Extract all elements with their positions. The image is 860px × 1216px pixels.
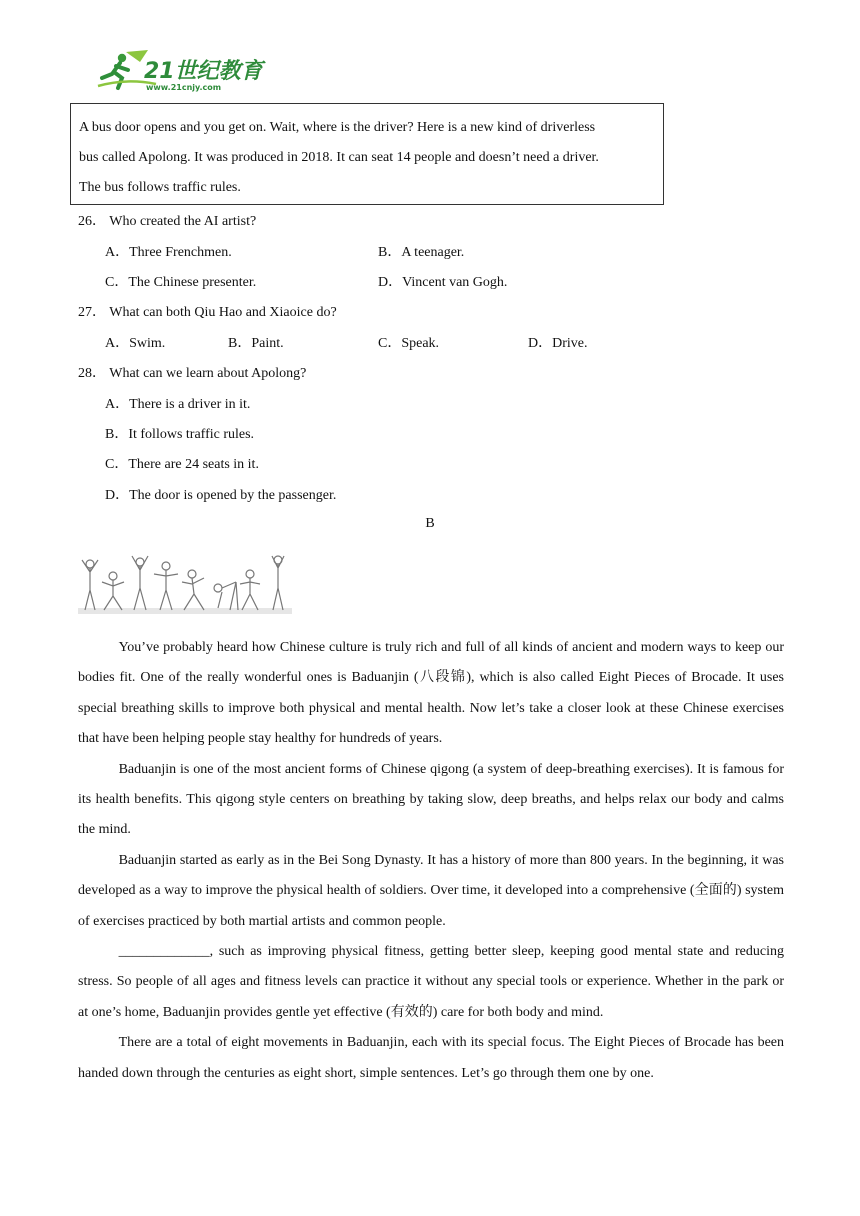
svg-text:www.21cnjy.com: www.21cnjy.com bbox=[146, 83, 222, 92]
svg-text:21世纪教育: 21世纪教育 bbox=[144, 59, 263, 84]
q26-option-a[interactable]: A．Three Frenchmen. bbox=[105, 245, 232, 260]
q28-option-d[interactable]: D．The door is opened by the passenger. bbox=[105, 488, 337, 503]
paragraph: _____________, such as improving physical fitness, getting better sleep, keeping good mental state and reducing stress. So people of all ages and fitness levels can practice it without any special tools or experience. Whether in the park or at one’s home, Baduanjin provides gentle yet effective (有效的) care for both body and mind. bbox=[78, 944, 784, 1020]
question-26: 26． Who created the AI artist? bbox=[78, 214, 257, 229]
baduanjin-illustration bbox=[78, 552, 292, 622]
paragraph: There are a total of eight movements in Baduanjin, each with its special focus. The Eight Pieces of Brocade has been handed down through the centuries as eight short, simple sentences. Let’s go through them one by one. bbox=[78, 1035, 784, 1081]
exercise-figures-icon bbox=[78, 552, 292, 622]
q28-option-c[interactable]: C．There are 24 seats in it. bbox=[105, 457, 259, 472]
q26-option-c[interactable]: C．The Chinese presenter. bbox=[105, 275, 257, 290]
box-line: bus called Apolong. It was produced in 2018. It can seat 14 people and doesn’t need a driver. bbox=[79, 150, 599, 165]
paragraph: Baduanjin started as early as in the Bei Song Dynasty. It has a history of more than 800 years. In the beginning, it was developed as a way to improve the physical health of soldiers. Over time, it developed into a comprehensive (全面的) system of exercises practiced by both martial artists and common people. bbox=[78, 852, 784, 929]
q28-option-b[interactable]: B．It follows traffic rules. bbox=[105, 427, 255, 442]
paragraph: You’ve probably heard how Chinese culture is truly rich and full of all kinds of ancient and modern ways to keep our bodies fit. One of the really wonderful ones is Baduanjin (八段锦), which is also called Eight Pieces of Brocade. It uses special breathing skills to improve both physical and mental health. Now let’s take a closer look at these Chinese exercises that have been helping people stay healthy for hundreds of years. bbox=[78, 640, 784, 747]
site-logo bbox=[96, 48, 266, 92]
q27-option-b[interactable]: B．Paint. bbox=[228, 336, 284, 351]
section-heading: B bbox=[425, 516, 435, 531]
q27-option-c[interactable]: C．Speak. bbox=[378, 336, 440, 351]
runner-logo-icon bbox=[96, 48, 266, 92]
passage-box bbox=[70, 103, 664, 205]
q26-option-d[interactable]: D．Vincent van Gogh. bbox=[378, 275, 508, 290]
paragraph: Baduanjin is one of the most ancient forms of Chinese qigong (a system of deep-breathing exercises). It is famous for its health benefits. This qigong style centers on breathing by taking slow, deep breaths, and helps relax our body and calms the mind. bbox=[78, 761, 784, 838]
question-28: 28． What can we learn about Apolong? bbox=[78, 366, 307, 381]
question-27: 27． What can both Qiu Hao and Xiaoice do? bbox=[78, 305, 337, 320]
q27-option-a[interactable]: A．Swim. bbox=[105, 336, 166, 351]
q27-option-d[interactable]: D．Drive. bbox=[528, 336, 588, 351]
box-line: The bus follows traffic rules. bbox=[79, 180, 241, 195]
q28-option-a[interactable]: A．There is a driver in it. bbox=[105, 397, 251, 412]
box-line: A bus door opens and you get on. Wait, where is the driver? Here is a new kind of driverless bbox=[79, 120, 596, 135]
q26-option-b[interactable]: B．A teenager. bbox=[378, 245, 465, 260]
reading-passage-b bbox=[78, 633, 784, 1089]
